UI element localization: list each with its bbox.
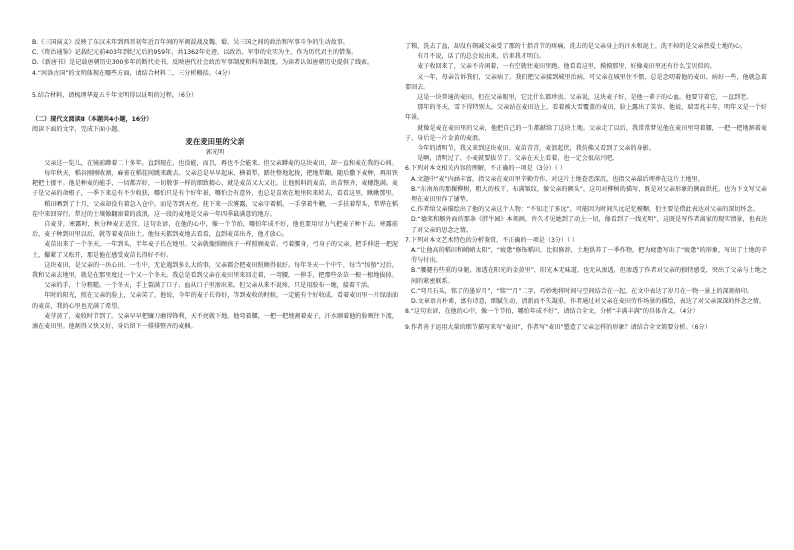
question-7-option-a: A.“让他高的稻田和峭峭太阳”，“疲惫”修饰稻田，比拟修辞，土地供养了一季作物，把为疲惫写出了“疲惫”的形象，写出了土地的辛劳与付出。	[411, 247, 767, 265]
essay-paragraph: 那年的冬天，雪下得特别大。父亲站在麦田边上，看着被大雪覆盖的麦田，脸上露出了笑容。他说，瑞雪兆丰年，明年又是一个好年景。	[405, 104, 767, 122]
question-7-option-d: D.文章语言朴素，富有诗意，细腻生动，清新而不失凝重，作者通过对父亲在麦田劳作场景的描绘，表达了对父亲深深的怀念之情。	[411, 298, 765, 306]
essay-paragraph: 年时的阳光，照在父亲的脸上，父亲笑了，他说，今年的麦子长得好，等到麦收的时候，一定能有个好收成。看着麦田里一片绿油油的麦苗，我的心里也充满了希望。	[32, 292, 398, 310]
essay-paragraph: 有月不说，话了的总会说出来，后来我才明白。	[417, 53, 546, 61]
essay-paragraph: 是啊，清明过了，小麦就要拔节了。父亲在天上看着，也一定会很高兴吧。	[417, 155, 619, 163]
essay-paragraph: 今年的清明节，我又来到这块麦田。麦苗青青，麦浪起伏，我仿佛又看到了父亲的身影。	[417, 145, 655, 153]
essay-paragraph: 又一年，母亲告诉我们，父亲病了。我们把父亲接到城里治病，可父亲在城里住不惯，总是念叨着他的麦田。病好一些，他就急着要回去。	[405, 73, 767, 91]
right-column	[405, 42, 767, 334]
section-title: （二）现代文阅读Ⅱ（本题共4小题，16分）	[32, 116, 153, 124]
question-9: 9.作者善于运用大量的细节描写来写“麦田”，作者写“麦田”塑造了父亲怎样的形象？请结合全文简要分析。（6分）	[405, 324, 711, 332]
essay-paragraph: 每年秋天，稻谷刚刚收割，麻雀在稻茬间跳来跳去。父亲总是早早起床，横着犁，踏住整地起拢，把地犁翻。随后撒下麦种，再用铁耙把土搂平。他是种麦的能手，一切都弄好，一切敬事一样的细致精心，就是麦苗又大又壮。让他照料的麦苗，出苗整齐，麦穗饱满。麦子是父亲的命根子，一季下来总有不少收获，哪怕只是有个好年景，哪怕会有意外，也总是喜欢在地里转来转去，看看这里，瞅瞅那里。	[32, 170, 398, 198]
question-4: 4.“河洛古国”的文明体现在哪些方面，请结合材料二、三分析概括。（4分）	[32, 69, 234, 77]
question-6-stem: 6.下列对本文相关内容的理解，不正确的一项是（3分）（ ）	[405, 165, 566, 173]
question-option-c: C.《资治通鉴》记载纪元前403年到纪元后的959年，共1362年史迹，以政治、军事的史实为主，作为历代君主的借鉴。	[32, 49, 358, 57]
question-6-option-a: A.文题中“麦”内涵丰富，指父亲在麦田里辛勤劳作，对这片土地眷恋深沉，也指父亲最后埋葬在这片土地里。	[411, 175, 704, 183]
essay-paragraph: 麦子收回来了，父亲不肯闲着，一有空就往麦田里跑。他看看这里，摸摸那里，好像麦田里还有什么宝贝似的。	[417, 63, 716, 71]
essay-paragraph: 父亲的手，十分粗糙。一个冬天，手上裂满了口子，血从口子里渗出来。但父亲从来不说疼，只是用胶布一缠，接着干活。	[44, 282, 374, 290]
left-column	[32, 38, 398, 332]
essay-paragraph: 了粮，洗去了盆，却没有剃减父亲受了那的十指青节的疼痛，洗去的是父亲身上的汗水和泥土，洗不掉的是父亲热爱土地的心。	[405, 43, 747, 50]
question-6-option-b: B.“东南角的那棵柳树，粗大的枝干，布满皱纹，像父亲的额头”，这句对柳树的描写，既是对父亲形象的侧面烘托，也为下文写父亲埋在麦田里作了铺垫。	[411, 185, 767, 204]
essay-paragraph: 麦芽黄了，麦收时节到了。父亲早早把镰刀磨得锋利，天不亮就下地。他弯着腰，一把一把地割着麦子，汗水顺着他的脸颊往下流，滴在麦田里。他割得又快又好，身后留下一排排整齐的麦捆。	[32, 312, 398, 331]
essay-paragraph: 这是一块普通的麦田，但在父亲眼里，它比什么都珍贵。父亲说，这块麦子好，是他一辈子的心血。他要守着它，一直到老。	[417, 94, 753, 102]
section-instruction: 阅读下面的文字，完成下面小题。	[32, 126, 124, 134]
essay-title: 麦在麦田里的父亲	[185, 137, 245, 147]
question-8: 8.“这句农谚，在他的心中，像一个节拍，哪怕年成不好”，请结合全文，分析“丰满丰满”的具体含义。（4分）	[405, 308, 699, 316]
question-7-option-c: C.“弯月石头，铭了的墨岁月”，“铭”“月”二字，巧妙地将时间与空间结合在一起，在文中表达了岁月在一物一景上的深刻烙印。	[411, 287, 754, 295]
question-7-stem: 7.下列对本文艺术特色的分析鉴赏，不正确的一项是（3分）（ ）	[405, 236, 579, 244]
essay-paragraph: 麦苗出来了一个冬天，一年到头，半年麦子长在地里。父亲就像照顾孩子一样照顾麦苗。弓着腰身，弓身子的父亲，把手伸进一把泥土，攥紧了又松开，那是他在感受麦苗长得好不好。	[32, 241, 398, 259]
question-option-b: B.《三国演义》反映了东汉末年到西晋初年近百年间的军阀混战及魏、蜀、吴三国之间的政治和军事斗争的生动故事。	[32, 39, 349, 46]
question-6-option-d: D.“德来和顺外面的那条《胖牛园》本领画，许久才见她到了动上一切，像看到了一线光明”，这既是写作者离家的现实情景，也表达了对父亲的思念之情。	[411, 216, 767, 234]
question-option-d: D.《新唐书》是记载唐朝历史300多年的断代史书，反映唐代社会政治军事制度和科举制度。为读者认知唐朝历史提供了线索。	[32, 59, 374, 67]
essay-author: 郭光明	[205, 148, 225, 156]
essay-paragraph: 自麦芽，寒露时，秋分种麦正适宜。这句农谚，在他的心中，像一个节拍，哪怕年成不好，他也要用尽力气把麦子种下去。寒露前后，麦子种到田里以后，就等着麦苗出土。他每天都到麦地去看看，直到麦苗出齐，他才放心。	[32, 221, 398, 239]
essay-paragraph: 就像是麦在麦田里的父亲，他把自己的一生都献给了这块土地。父亲走了以后，我常常梦见他在麦田里弯着腰，一把一把地割着麦子，身后是一片金黄的麦浪。	[405, 124, 767, 142]
essay-paragraph: 这块麦田，是父亲的一块心田。一生中，无论遇到多么大的事，父亲都会把麦田照顾得很好。每年冬天一个中午，每当“惊蛰”过后，我和父亲去地里，就是在那里度过一个又一个冬天。我总是看到父亲在麦田里来回走着，一弯腰，一伸手，把那些杂草一根一根地拔掉。	[32, 261, 398, 280]
question-6-option-c: C.作者给父亲描绘出了他的父亲这个人物：“不知走了多远”，可能因为时间久远记忆模糊，但主要是借此表达对父亲的深切怀念。	[411, 206, 759, 214]
question-5: 5.结合材料，请梳理华夏五千年文明得以证明的过程。（6分）	[32, 91, 198, 99]
essay-paragraph: 父亲这一览儿，在镜前蹲着二十多年。直到现在，也没能，而且，再也不会能来。但父亲蹲麦的这块麦田，却一直和麦在我的心间。	[44, 159, 398, 167]
essay-paragraph: 稻田晒到了十月，父亲却没有着急入仓中，而是等到天亮。抚下来一次雾露，父亲守着稻，一手拿着牛鞭，一手扶着犁头，犁铧在稻茬中来回穿行，犁过的土壤像翻滚着的波浪，这一段的麦地是父亲一年四季最满意的地方。	[32, 200, 398, 218]
question-7-option-b: B.“腰腿有些重的身躯，渗透在阳光的金黄里”，阳光本无味道，也无从渗透，但渗透了作者对父亲的独特感受，突出了父亲与土地之间的紧密联系。	[411, 267, 767, 285]
